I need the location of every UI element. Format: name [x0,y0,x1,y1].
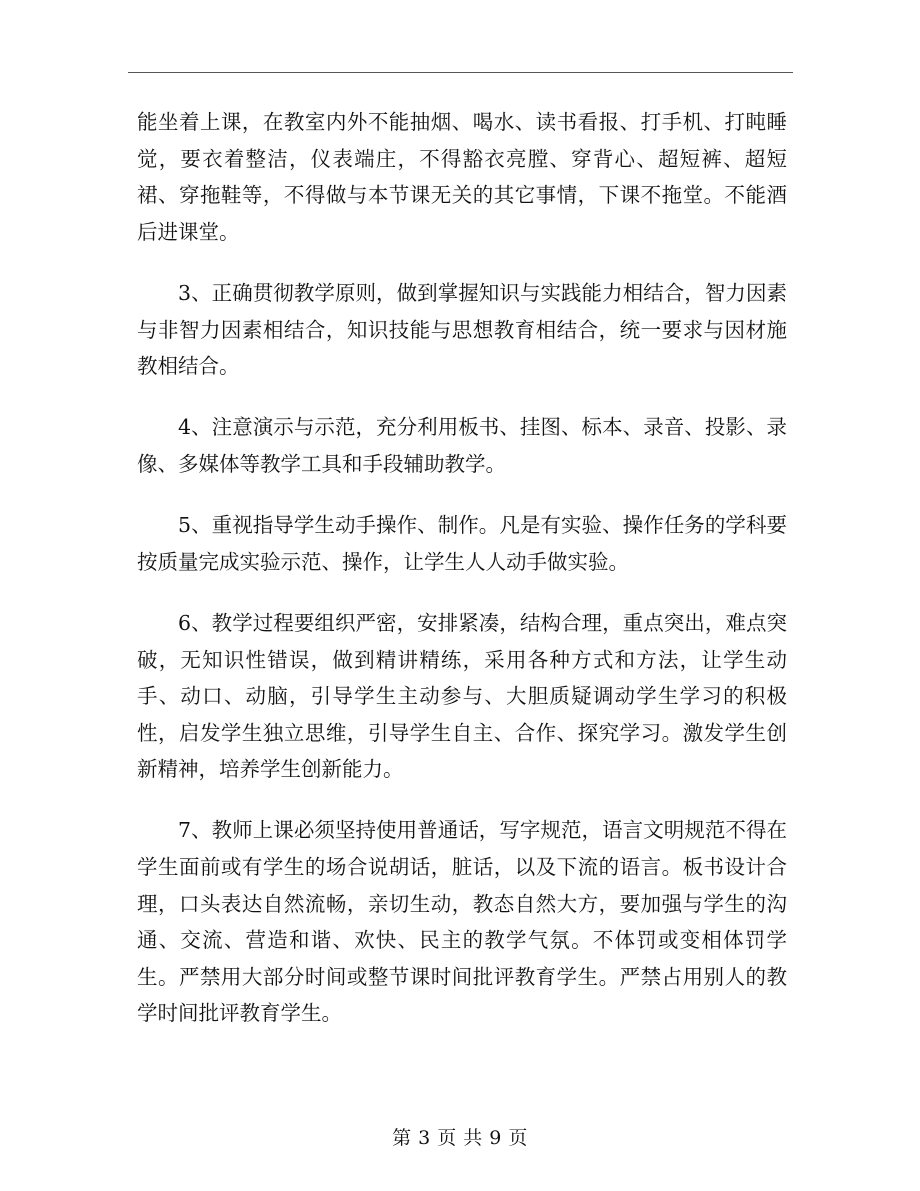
paragraph-item-3: 3、正确贯彻教学原则，做到掌握知识与实践能力相结合，智力因素与非智力因素相结合，知识技能与思想教育相结合，统一要求与因材施教相结合。 [137,280,787,379]
paragraph-item-7: 7、教师上课必须坚持使用普通话，写字规范，语言文明规范不得在学生面前或有学生的场合说胡话，脏话，以及下流的语言。板书设计合理，口头表达自然流畅，亲切生动，教态自然大方，要加强与学生的沟通、交流、营造和谐、欢快、民主的教学气氛。不体罚或变相体罚学生。严禁用大部分时间或整节课时间批评教育学生。严禁占用别人的教学时间批评教育学生。 [137,818,787,1026]
paragraph-item-5: 5、重视指导学生动手操作、制作。凡是有实验、操作任务的学科要按质量完成实验示范、操作，让学生人人动手做实验。 [137,513,787,574]
header-divider [128,72,793,73]
paragraph-item-6: 6、教学过程要组织严密，安排紧凑，结构合理，重点突出，难点突破，无知识性错误，做到精讲精练，采用各种方式和方法，让学生动手、动口、动脑，引导学生主动参与、大胆质疑调动学生学习的积极性，启发学生独立思维，引导学生自主、合作、探究学习。激发学生创新精神，培养学生创新能力。 [137,610,787,782]
page-number-footer: 第 3 页 共 9 页 [392,1127,528,1149]
document-body [137,104,787,1032]
paragraph-continuation: 能坐着上课，在教室内外不能抽烟、喝水、读书看报、打手机、打盹睡觉，要衣着整洁，仪表端庄，不得豁衣亮膛、穿背心、超短裤、超短裙、穿拖鞋等，不得做与本节课无关的其它事情，下课不拖堂。不能酒后进课堂。 [137,110,787,244]
paragraph-item-4: 4、注意演示与示范，充分利用板书、挂图、标本、录音、投影、录像、多媒体等教学工具和手段辅助教学。 [137,415,787,476]
